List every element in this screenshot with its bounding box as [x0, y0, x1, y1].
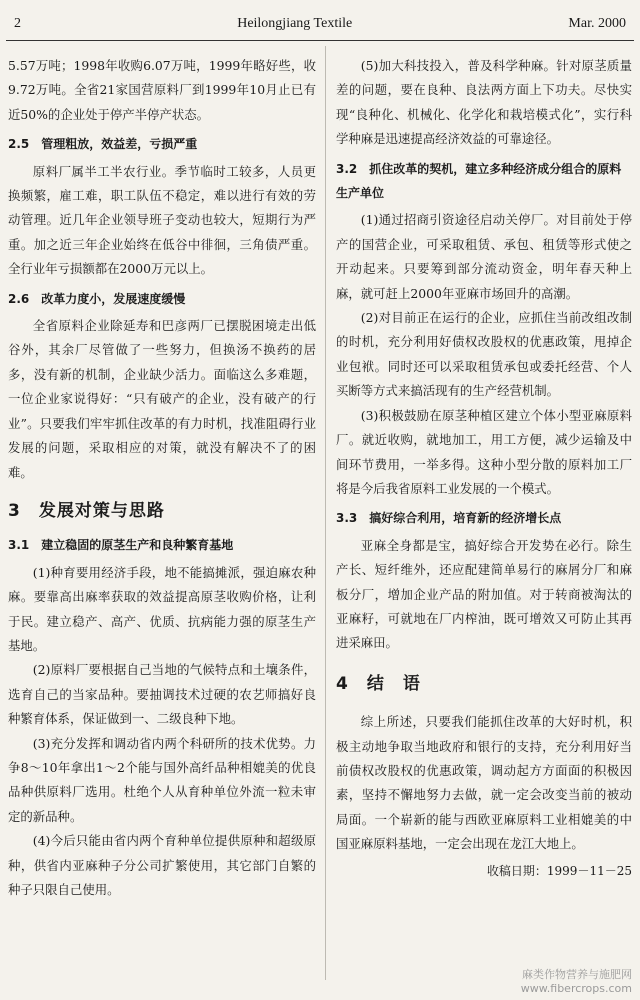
watermark-url: www.fibercrops.com — [520, 982, 632, 995]
issue-date: Mar. 2000 — [568, 16, 626, 31]
paragraph: (4)今后只能由省内两个育种单位提供原种和超级原种，供省内亚麻种子分公司扩繁使用，其它部门自繁的种子只限自己使用。 — [8, 833, 316, 897]
journal-name: Heilongjiang Textile — [237, 16, 353, 31]
paragraph: (3)充分发挥和调动省内两个科研所的技术优势。力争8～10年拿出1～2个能与国外高纤品种相媲美的优良品种供原料厂选用。杜绝个人从育种单位外流一粒未审定的新品种。 — [8, 735, 316, 824]
paragraph: (5)加大科技投入，普及科学种麻。针对原茎质量差的问题，要在良种、良法两方面上下功夫。尽快实现“良种化、机械化、化学化和栽培模式化”，实行科学种麻是迅速提高经济效益的可靠途径。 — [336, 58, 632, 147]
column-divider — [325, 46, 326, 980]
section-heading: 2.5 管理粗放，效益差，亏损严重 — [8, 137, 198, 152]
paragraph: 原料厂属半工半农行业。季节临时工较多，人员更换频繁，雇工难，职工队伍不稳定，难以进行有效的劳动管理。近几年企业领导班子变动也较大，短期行为严重。加之近三年企业始终在低谷中徘徊，三角债严重。全行业年亏损额都在2000万元以上。 — [8, 163, 316, 277]
right-column — [336, 54, 632, 883]
left-column — [8, 54, 316, 902]
paragraph: 5.57万吨；1998年收购6.07万吨，1999年略好些，收9.72万吨。全省21家国营原料厂到1999年10月止已有近50%的企业处于停产半停产状态。 — [8, 58, 316, 122]
paragraph: 全省原料企业除延寿和巴彦两厂已摆脱困境走出低谷外，其余厂尽管做了一些努力，但换汤不换药的居多，没有新的机制，企业缺少活力。面临这么多难题，一位企业家说得好：“只有破产的企业，没有破产的行业”。只要我们牢牢抓住改革的有力时机，找准阻碍行业发展的问题，采取相应的对策，就没有解决不了的困难。 — [8, 318, 316, 480]
section-heading: 3.3 搞好综合利用，培育新的经济增长点 — [336, 511, 562, 526]
header-rule — [6, 40, 634, 41]
page-header — [14, 10, 626, 32]
watermark — [521, 968, 632, 996]
watermark-title: 麻类作物营养与施肥网 — [522, 968, 632, 981]
paragraph: (1)通过招商引资途径启动关停厂。对目前处于停产的国营企业，可采取租赁、承包、租赁等形式使之开动起来。只要筹到部分流动资金，明年春天种上麻，就可赶上2000年亚麻市场回升的高潮。 — [336, 212, 632, 301]
paragraph: (2)原料厂要根据自己当地的气候特点和土壤条件，选育自己的当家品种。要抽调技术过硬的农艺师搞好良种繁育体系，保证做到一、二级良种下地。 — [8, 662, 316, 727]
section-heading: 3.1 建立稳固的原茎生产和良种繁育基地 — [8, 538, 234, 553]
paragraph: (3)积极鼓励在原茎种植区建立个体小型亚麻原料厂。就近收购，就地加工，用工方便，减少运输及中间环节费用，一举多得。这种小型分散的原料加工厂将是今后我省原料工业发展的一个模式。 — [336, 407, 632, 496]
chapter-heading: 3 发展对策与思路 — [8, 500, 165, 521]
paragraph: 综上所述，只要我们能抓住改革的大好时机，积极主动地争取当地政府和银行的支持，充分利用好当前债权改股权的优惠政策，调动起方方面面的积极因素，坚持不懈地努力去做，就一定会改变当前的被动局面。一个崭新的能与西欧亚麻原料工业相媲美的中国亚麻原料基地，一定会出现在龙江大地上。 — [336, 714, 632, 852]
paragraph: 亚麻全身都是宝，搞好综合开发势在必行。除生产长、短纤维外，还应配建简单易行的麻屑分厂和麻板分厂，增加企业产品的附加值。对于转商被淘汰的亚麻籽，可就地在厂内榨油，既可增效又可防止其再进采麻田。 — [336, 537, 632, 651]
received-date: 收稿日期：1999－11－25 — [486, 863, 632, 878]
section-heading: 2.6 改革力度小，发展速度缓慢 — [8, 291, 186, 306]
section-heading: 3.2 抓住改革的契机，建立多种经济成分组合的原料生产单位 — [336, 161, 622, 201]
chapter-heading: 4 结 语 — [336, 673, 421, 694]
page-number: 2 — [14, 16, 21, 31]
paragraph: (2)对目前正在运行的企业，应抓住当前改组改制的时机，充分利用好债权改股权的优惠政策，甩掉企业包袱。同时还可以采取租赁承包或委托经营、个人买断等方式来搞活现有的生产经营机制。 — [336, 310, 632, 399]
paragraph: (1)种育要用经济手段，地不能搞摊派，强迫麻农种麻。要靠高出麻率获取的效益提高原茎收购价格，让利于民。建立稳产、高产、优质、抗病能力强的原茎生产基地。 — [8, 564, 316, 653]
